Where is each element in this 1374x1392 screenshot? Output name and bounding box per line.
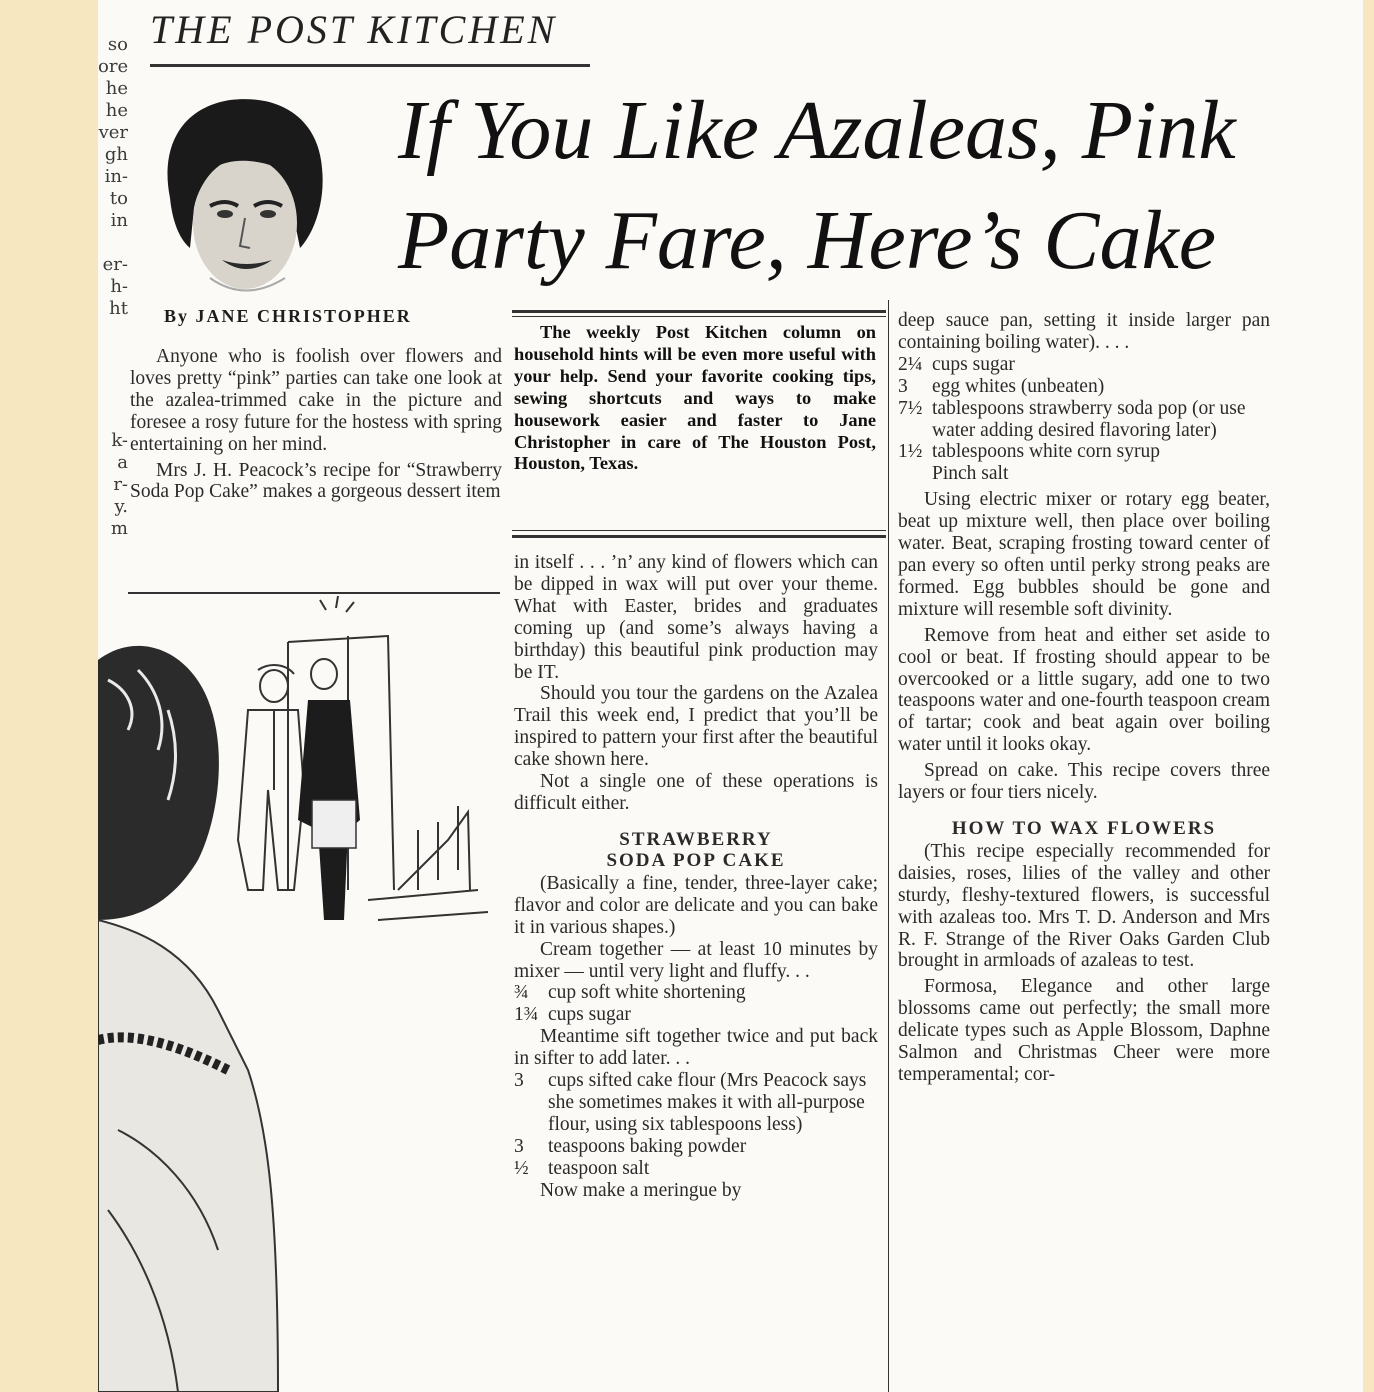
paragraph: Cream together — at least 10 minutes by mixer — until very light and fluffy. . . — [514, 938, 878, 982]
gutter-fragment: so — [107, 34, 128, 55]
box-bottom-rule-thin — [512, 530, 886, 531]
paragraph: Formosa, Elegance and other large blossoms came out perfectly; the small more delicate types such as Apple Blossom, Daphne Salmon and Christmas Cheer were more temperamental; cor- — [898, 976, 1270, 1085]
author-photo — [150, 88, 332, 296]
subhead: HOW TO WAX FLOWERS — [951, 817, 1217, 839]
ingredient-line: ¾ cup soft white shortening — [514, 982, 746, 1004]
gutter-fragment: in- — [104, 166, 128, 187]
headline — [398, 76, 1258, 296]
recipe-title — [514, 829, 878, 871]
paragraph: Meantime sift together twice and put back in sifter to add later. . . — [514, 1026, 878, 1070]
gutter-fragment: k- — [111, 430, 128, 451]
ingredient-line: 1½ tablespoons white corn syrup — [898, 441, 1161, 463]
gutter-fragment: r- — [113, 474, 128, 495]
gutter-fragment: y. — [114, 496, 128, 517]
gutter-fragment: he — [105, 100, 128, 121]
paragraph: Mrs J. H. Peacock’s recipe for “Strawberry Soda Pop Cake” makes a gorgeous dessert item — [130, 459, 502, 503]
paragraph: (This recipe especially recommended for daisies, roses, lilies of the valley and other sturdy, fleshy-textured flowers, is successful with azaleas too. Mrs T. D. Anderson and Mrs R. F. Strange of the River Oaks Garden Club brought in armloads of azaleas to test. — [898, 840, 1270, 972]
gutter-fragment: a — [117, 452, 128, 473]
gutter-fragment: er- — [102, 254, 128, 275]
box-top-rule — [512, 310, 886, 313]
box-bottom-rule — [512, 535, 886, 538]
paragraph: Not a single one of these operations is difficult either. — [514, 771, 878, 814]
box-top-rule-thin — [512, 316, 886, 317]
gutter-fragment: h- — [110, 276, 128, 297]
paragraph: (Basically a fine, tender, three-layer cake; flavor and color are delicate and you can bake it in various shapes.) — [514, 872, 878, 938]
column-kicker: THE POST KITCHEN — [150, 7, 558, 52]
fashion-illustration — [98, 590, 498, 1392]
article-column-1 — [130, 346, 502, 503]
gutter-fragment: ht — [109, 298, 128, 319]
ingredient-line: 3 egg whites (unbeaten) — [898, 375, 1105, 397]
paragraph: Using electric mixer or rotary egg beater, beat up mixture well, then place over boiling water. Beat, scraping frosting toward center of pan every so often until perky strong peaks are formed. Egg bubbles should be gone and mixture will resemble soft divinity. — [898, 489, 1270, 620]
kicker-rule — [150, 64, 590, 67]
ingredient-line: 1¾ cups sugar — [514, 1004, 631, 1026]
paragraph: Should you tour the gardens on the Azalea Trail this week end, I predict that you’ll be inspired to pattern your first after the beautiful cake shown here. — [514, 683, 878, 771]
gutter-fragment: ver — [98, 122, 128, 143]
article-column-2 — [514, 552, 878, 1201]
editor-note-text: The weekly Post Kitchen column on household hints will be even more useful with your help. Send your favorite cooking tips, sewing shortcuts and ways to make housework easier and faster to Jane Christopher in care of The Houston Post, Houston, Texas. — [514, 322, 876, 474]
ingredient-line: Pinch salt — [932, 463, 1009, 485]
paragraph: Now make a meringue by — [540, 1179, 742, 1201]
ingredient-line: 2¼ cups sugar — [898, 353, 1015, 375]
paragraph: deep sauce pan, setting it inside larger pan containing boiling water). . . . — [898, 310, 1270, 353]
newspaper-page — [98, 0, 1363, 1392]
gutter-fragment: ore — [98, 56, 128, 77]
headline-line-1: If You Like Azaleas, Pink — [398, 84, 1236, 177]
recipe-title-line-2: SODA POP CAKE — [606, 849, 786, 871]
column-separator — [888, 300, 889, 1392]
paragraph: Spread on cake. This recipe covers three layers or four tiers nicely. — [898, 760, 1270, 804]
gutter-fragment: in — [110, 210, 128, 231]
editor-note — [514, 322, 876, 475]
recipe-title-line-1: STRAWBERRY — [619, 828, 773, 850]
gutter-fragment: m — [110, 518, 128, 539]
paragraph: in itself . . . ’n’ any kind of flowers which can be dipped in wax will put over your theme. What with Easter, brides and graduates coming up (and some’s always having a birthday) this beautiful pink production may be IT. — [514, 552, 878, 683]
headline-line-2: Party Fare, Here’s Cake — [398, 194, 1217, 287]
ingredient-line: ½ teaspoon salt — [514, 1157, 650, 1179]
gutter-fragment: to — [109, 188, 128, 209]
ingredient-line: 3 cups sifted cake flour (Mrs Peacock says she sometimes makes it with all-purpose flour, using six tablespoons less) — [514, 1070, 867, 1135]
ingredient-line: 7½ tablespoons strawberry soda pop (or use water adding desired flavoring later) — [898, 397, 1246, 441]
gutter-fragment: gh — [104, 144, 128, 165]
gutter-fragment: he — [105, 78, 128, 99]
ingredient-line: 3 teaspoons baking powder — [514, 1135, 747, 1157]
article-column-3 — [898, 310, 1270, 1086]
paragraph: Remove from heat and either set aside to cool or beat. If frosting should appear to be overcooked or a little sugary, add one to two teaspoons water and one-fourth teaspoon cream of tartar; cook and beat again over boiling water until it looks okay. — [898, 624, 1270, 756]
paragraph: Anyone who is foolish over flowers and loves pretty “pink” parties can take one look at the azalea-trimmed cake in the picture and foresee a rosy future for the hostess with spring entertaining on her mind. — [130, 346, 502, 455]
byline: By JANE CHRISTOPHER — [164, 306, 412, 326]
